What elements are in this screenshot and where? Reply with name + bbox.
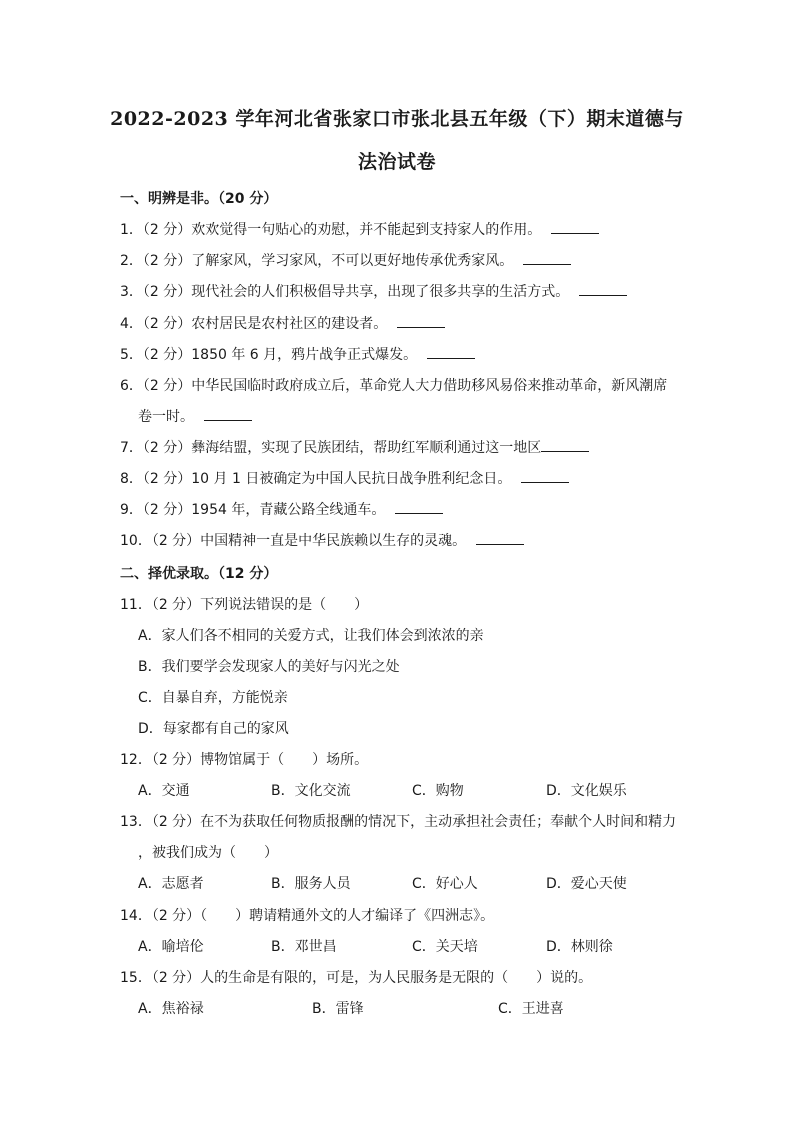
question-7: 7．（2 分）彝海结盟，实现了民族团结，帮助红军顺利通过这一地区 bbox=[120, 437, 589, 457]
option-13-A[interactable]: A．志愿者 bbox=[138, 876, 204, 892]
option-15-C[interactable]: C．王进喜 bbox=[498, 1001, 564, 1017]
answer-blank[interactable] bbox=[397, 315, 445, 328]
option-15-B[interactable]: B．雷锋 bbox=[312, 1001, 364, 1017]
option-13-B[interactable]: B．服务人员 bbox=[271, 876, 351, 892]
question-10: 10．（2 分）中国精神一直是中华民族赖以生存的灵魂。 bbox=[120, 530, 524, 550]
question-13: 13．（2 分）在不为获取任何物质报酬的情况下，主动承担社会责任；奉献个人时间和精力 bbox=[120, 814, 677, 830]
question-12: 12．（2 分）博物馆属于（ ）场所。 bbox=[120, 752, 369, 768]
answer-blank[interactable] bbox=[521, 470, 569, 483]
section-heading-true-false: 一、明辨是非。（20 分） bbox=[120, 191, 278, 207]
option-12-A[interactable]: A．交通 bbox=[138, 783, 190, 799]
question-14: 14．（2 分）（ ）聘请精通外文的人才编译了《四洲志》。 bbox=[120, 908, 495, 924]
question-1: 1．（2 分）欢欢觉得一句贴心的劝慰，并不能起到支持家人的作用。 bbox=[120, 219, 599, 239]
question-11: 11．（2 分）下列说法错误的是（ ） bbox=[120, 597, 369, 613]
answer-blank[interactable] bbox=[541, 439, 589, 452]
question-2: 2．（2 分）了解家风，学习家风，不可以更好地传承优秀家风。 bbox=[120, 250, 571, 270]
option-11-D[interactable]: D．每家都有自己的家风 bbox=[138, 721, 289, 737]
answer-blank[interactable] bbox=[523, 252, 571, 265]
exam-title-line1: 2022-2023 学年河北省张家口市张北县五年级（下）期末道德与 bbox=[110, 108, 684, 130]
question-13-continued: ，被我们成为（ ） bbox=[138, 845, 278, 861]
question-5: 5．（2 分）1850 年 6 月，鸦片战争正式爆发。 bbox=[120, 344, 475, 364]
answer-blank[interactable] bbox=[204, 408, 252, 421]
option-14-A[interactable]: A．喻培伦 bbox=[138, 939, 204, 955]
answer-blank[interactable] bbox=[395, 501, 443, 514]
answer-blank[interactable] bbox=[551, 221, 599, 234]
option-14-C[interactable]: C．关天培 bbox=[412, 939, 478, 955]
question-15: 15．（2 分）人的生命是有限的，可是，为人民服务是无限的（ ）说的。 bbox=[120, 970, 593, 986]
option-14-B[interactable]: B．邓世昌 bbox=[271, 939, 337, 955]
option-11-A[interactable]: A．家人们各不相同的关爱方式，让我们体会到浓浓的亲 bbox=[138, 628, 484, 644]
option-11-B[interactable]: B．我们要学会发现家人的美好与闪光之处 bbox=[138, 659, 400, 675]
option-11-C[interactable]: C．自暴自弃，方能悦亲 bbox=[138, 690, 288, 706]
option-13-C[interactable]: C．好心人 bbox=[412, 876, 478, 892]
option-12-B[interactable]: B．文化交流 bbox=[271, 783, 351, 799]
question-4: 4．（2 分）农村居民是农村社区的建设者。 bbox=[120, 313, 445, 333]
question-6-continued: 卷一时。 bbox=[138, 406, 252, 426]
answer-blank[interactable] bbox=[579, 283, 627, 296]
question-6: 6．（2 分）中华民国临时政府成立后，革命党人大力借助移风易俗来推动革命，新风潮席 bbox=[120, 378, 668, 394]
exam-title-line2: 法治试卷 bbox=[357, 151, 436, 173]
answer-blank[interactable] bbox=[427, 346, 475, 359]
answer-blank[interactable] bbox=[476, 532, 524, 545]
section-heading-multiple-choice: 二、择优录取。（12 分） bbox=[120, 566, 278, 582]
question-9: 9．（2 分）1954 年，青藏公路全线通车。 bbox=[120, 499, 443, 519]
option-12-D[interactable]: D．文化娱乐 bbox=[546, 783, 627, 799]
option-13-D[interactable]: D．爱心天使 bbox=[546, 876, 627, 892]
option-15-A[interactable]: A．焦裕禄 bbox=[138, 1001, 204, 1017]
option-12-C[interactable]: C．购物 bbox=[412, 783, 464, 799]
question-8: 8．（2 分）10 月 1 日被确定为中国人民抗日战争胜利纪念日。 bbox=[120, 468, 569, 488]
option-14-D[interactable]: D．林则徐 bbox=[546, 939, 613, 955]
question-3: 3．（2 分）现代社会的人们积极倡导共享，出现了很多共享的生活方式。 bbox=[120, 281, 627, 301]
